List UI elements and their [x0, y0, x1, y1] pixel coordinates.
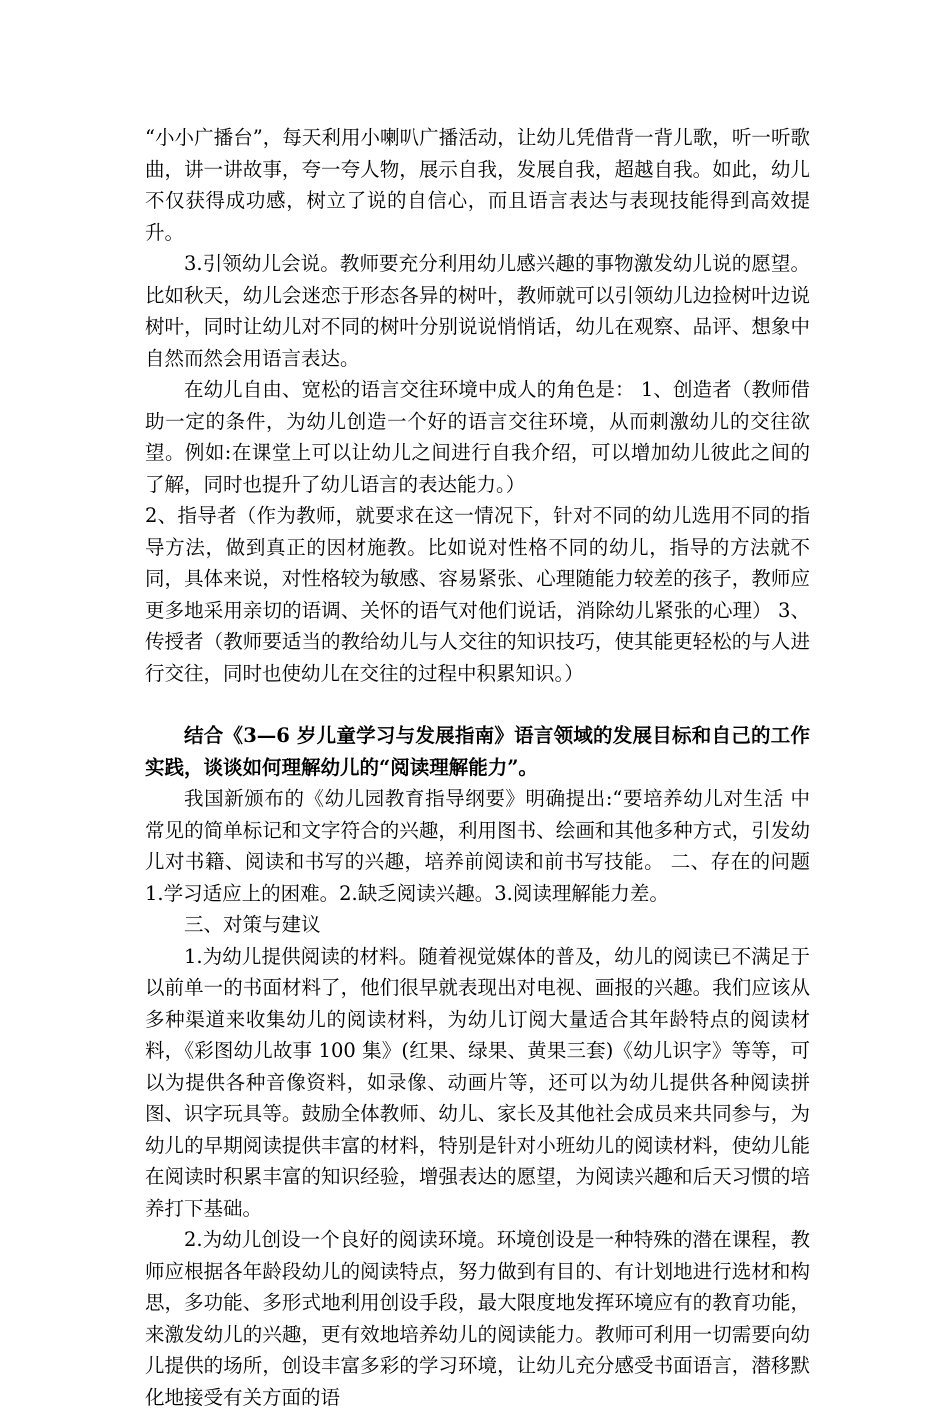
paragraph-broadcast: “小小广播台”，每天利用小喇叭广播活动，让幼儿凭借背一背儿歌，听一听歌曲，讲一讲故事，夸一夸人物，展示自我，发展自我，超越自我。如此，幼儿不仅获得成功感，树立了说的自信心，而且语言表达与表现技能得到高效提升。: [145, 126, 810, 244]
paragraph-guide-speaking: 3.引领幼儿会说。教师要充分利用幼儿感兴趣的事物激发幼儿说的愿望。比如秋天，幼儿会迷恋于形态各异的树叶，教师就可以引领幼儿边捡树叶边说树叶，同时让幼儿对不同的树叶分别说说悄悄话，幼儿在观察、品评、想象中自然而然会用语言表达。: [145, 252, 810, 370]
section-heading: 结合《3—6 岁儿童学习与发展指南》语言领域的发展目标和自己的工作实践，谈谈如何理解幼儿的“阅读理解能力”。: [145, 724, 810, 779]
paragraph-strategies-title: 三、对策与建议: [184, 913, 321, 936]
paragraph-reading-materials: 1.为幼儿提供阅读的材料。随着视觉媒体的普及，幼儿的阅读已不满足于以前单一的书面材料了，他们很早就表现出对电视、画报的兴趣。我们应该从多种渠道来收集幼儿的阅读材料，为幼儿订阅大量适合其年龄特点的阅读材料，《彩图幼儿故事 100 集》(红果、绿果、黄果三套)《幼儿识字》等等，可以为提供各种音像资料，如录像、动画片等，还可以为幼儿提供各种阅读拼图、识字玩具等。鼓励全体教师、幼儿、家长及其他社会成员来共同参与，为幼儿的早期阅读提供丰富的材料，特别是针对小班幼儿的阅读材料，使幼儿能在阅读时积累丰富的知识经验，增强表达的愿望，为阅读兴趣和后天习惯的培养打下基础。: [145, 944, 810, 1220]
document-page: [145, 122, 810, 1413]
paragraph-adult-roles-guide: 2、指导者（作为教师，就要求在这一情况下，针对不同的幼儿选用不同的指导方法，做到真正的因材施教。比如说对性格不同的幼儿，指导的方法就不同，具体来说，对性格较为敏感、容易紧张、心理随能力较差的孩子，教师应更多地采用亲切的语调、关怀的语气对他们说话，消除幼儿紧张的心理） 3、传授者（教师要适当的教给幼儿与人交往的知识技巧，使其能更轻松的与人进行交往，同时也使幼儿在交往的过程中积累知识。）: [145, 504, 810, 685]
paragraph-guideline: 我国新颁布的《幼儿园教育指导纲要》明确提出:“要培养幼儿对生活 中常见的简单标记和文字符合的兴趣，利用图书、绘画和其他多种方式，引发幼儿对书籍、阅读和书写的兴趣，培养前阅读和前书写技能。 二、存在的问题 1.学习适应上的困难。2.缺乏阅读兴趣。3.阅读理解能力差。: [145, 787, 810, 905]
paragraph-adult-roles-creator: 在幼儿自由、宽松的语言交往环境中成人的角色是： 1、创造者（教师借助一定的条件，为幼儿创造一个好的语言交往环境，从而刺激幼儿的交往欲望。例如:在课堂上可以让幼儿之间进行自我介绍，可以增加幼儿彼此之间的了解，同时也提升了幼儿语言的表达能力。）: [145, 378, 810, 496]
paragraph-reading-environment: 2.为幼儿创设一个良好的阅读环境。环境创设是一种特殊的潜在课程，教师应根据各年龄段幼儿的阅读特点，努力做到有目的、有计划地进行选材和构思，多功能、多形式地利用创设手段，最大限度地发挥环境应有的教育功能，来激发幼儿的兴趣，更有效地培养幼儿的阅读能力。教师可利用一切需要向幼儿提供的场所，创设丰富多彩的学习环境，让幼儿充分感受书面语言，潜移默化地接受有关方面的语: [145, 1228, 810, 1409]
